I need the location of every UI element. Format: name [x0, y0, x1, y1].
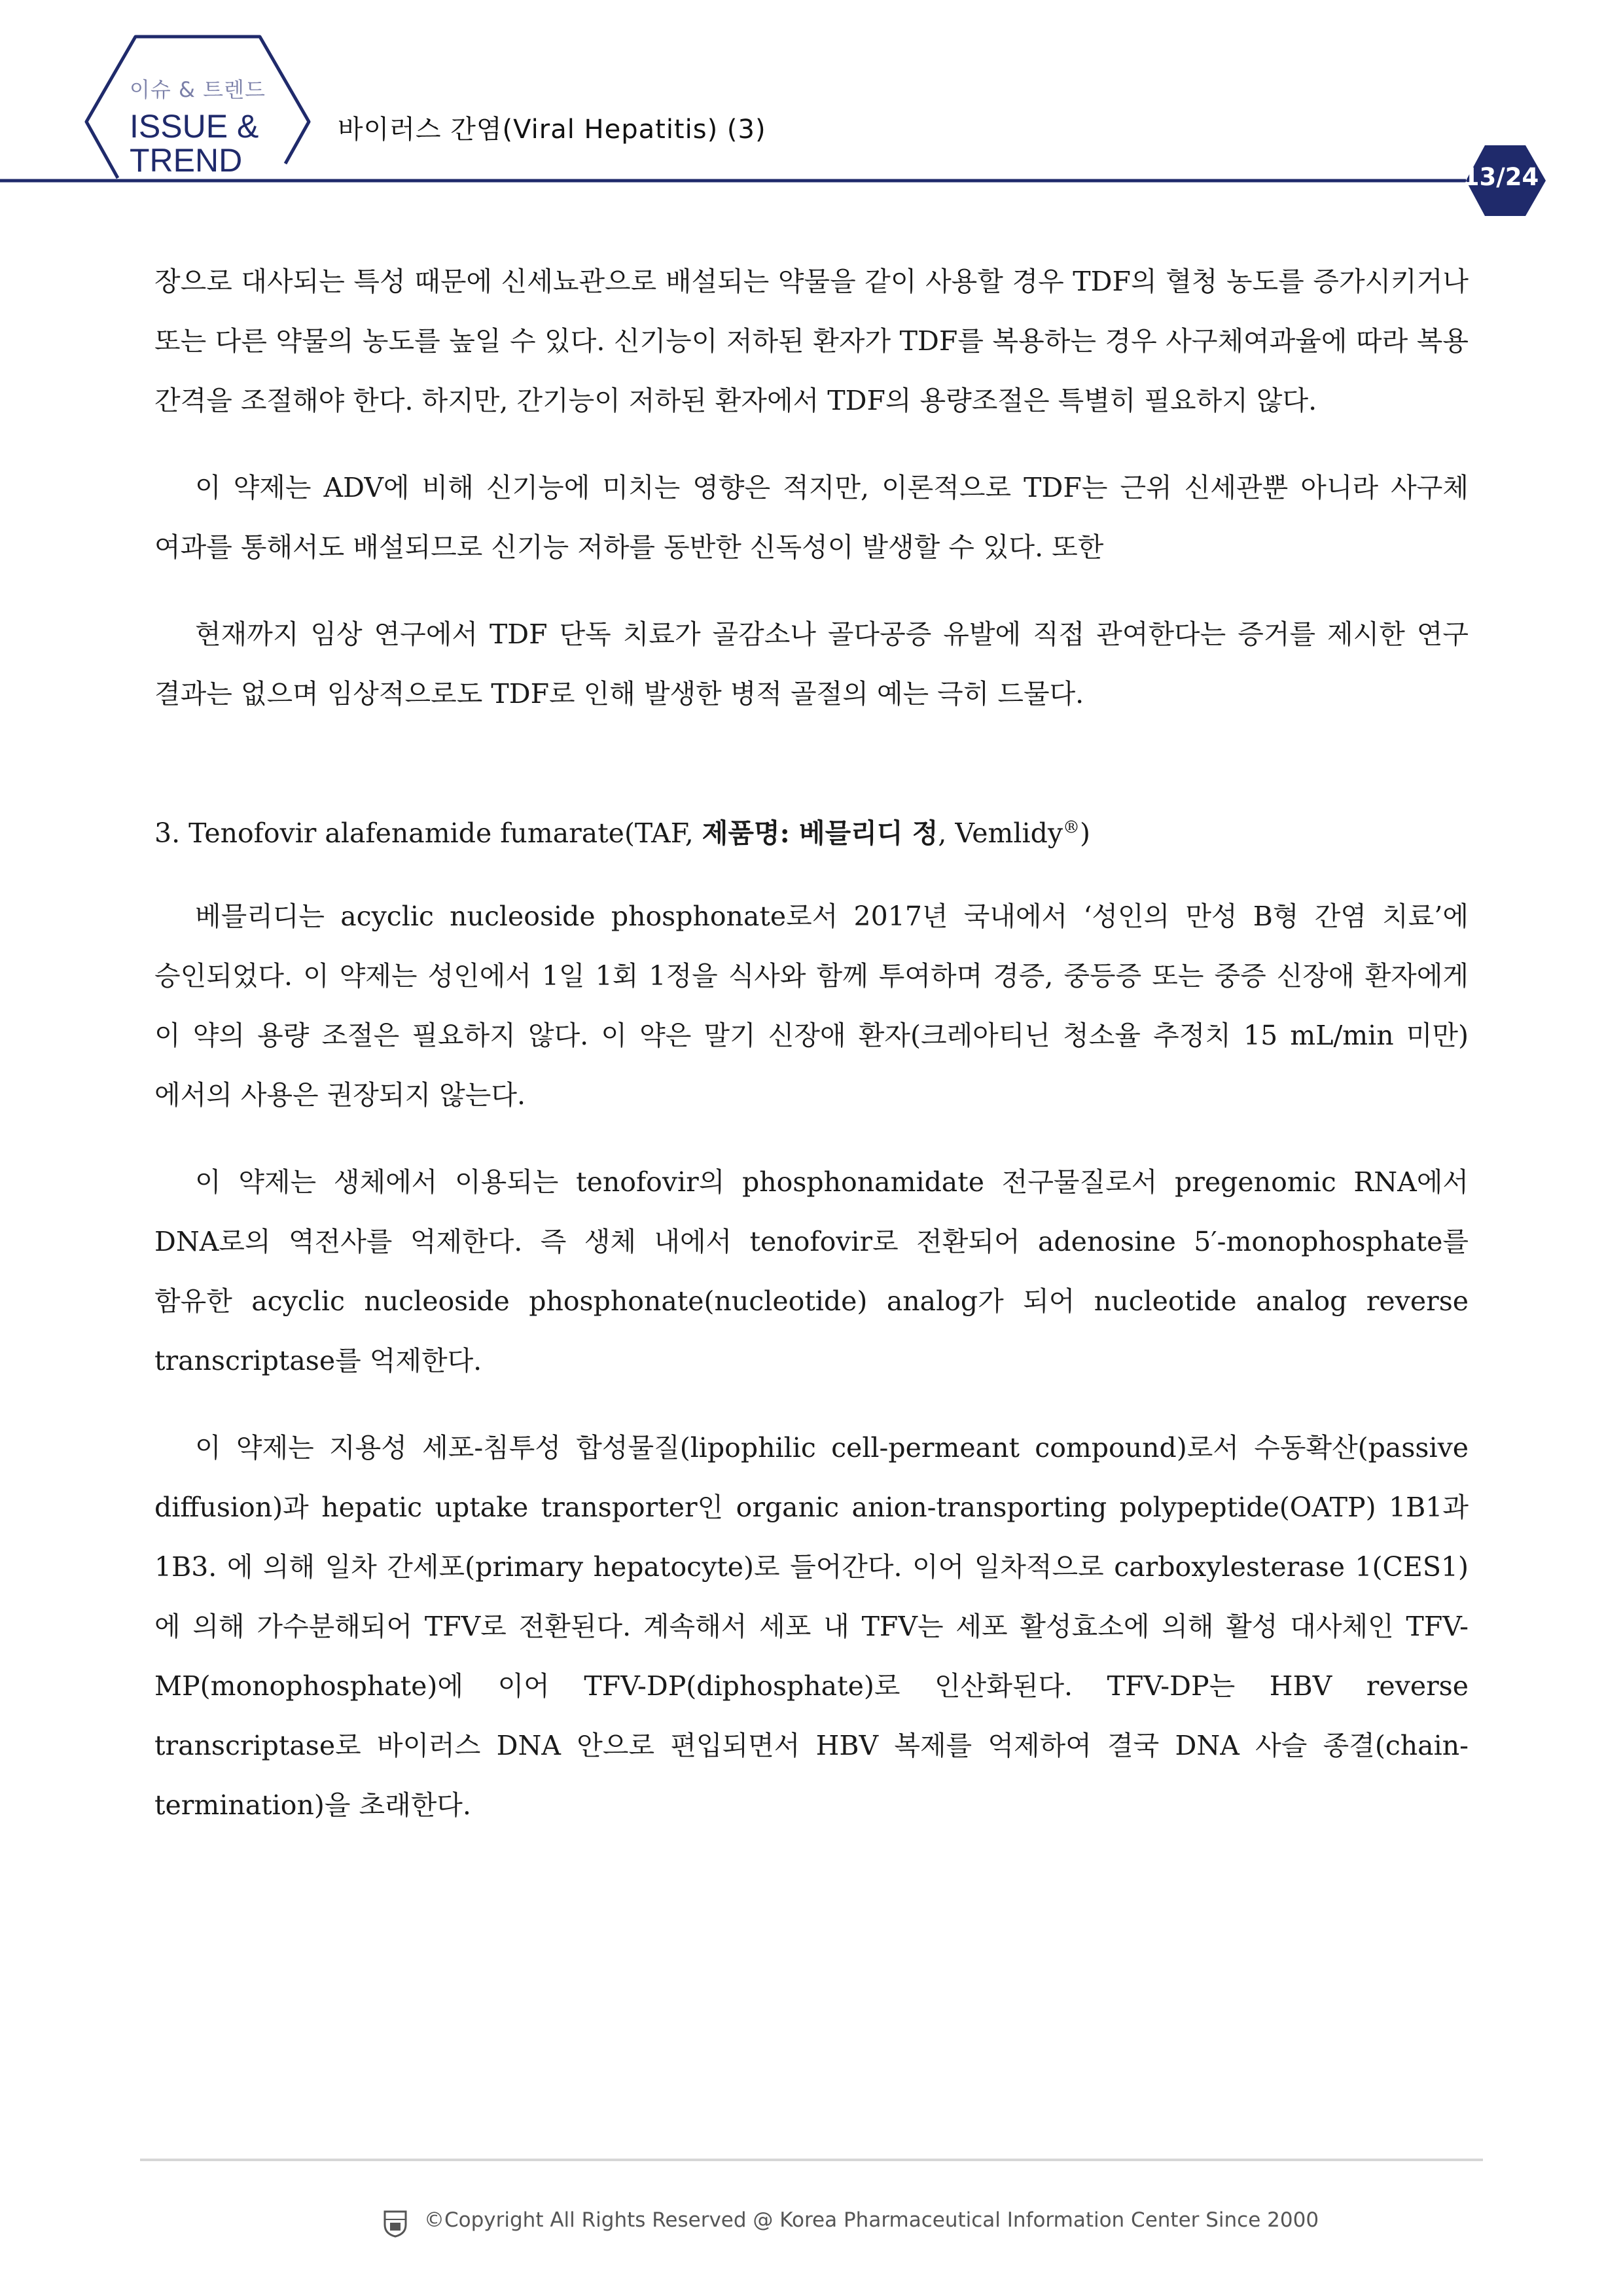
page-number: 13/24 — [1462, 163, 1539, 191]
page-title: 바이러스 간염(Viral Hepatitis) (3) — [338, 115, 766, 145]
paragraph-taf-approval: 베믈리디는 acyclic nucleoside phosphonate로서 2017년 국내에서 ‘성인의 만성 B형 간염 치료’에 승인되었다. 이 약제는 성인에서 1일 1회 1정을 식사와 함께 투여하며 경증, 중등증 또는 중증 신장애 환자에게 이 약의 용량 조절은 필요하지 않다. 이 약은 말기 신장애 환자(크레아티닌 청소율 추정치 15 mL/min 미만)에서의 사용은 권장되지 않는다. — [154, 901, 1469, 1111]
badge-label-issue: ISSUE & — [130, 108, 259, 145]
page-header — [0, 0, 1623, 236]
registered-mark: ® — [1063, 817, 1080, 838]
section-gap — [154, 724, 1469, 804]
paragraph-gap — [154, 1125, 1469, 1153]
section-heading-taf — [154, 804, 1469, 863]
badge-label-trend: TREND — [130, 142, 243, 179]
section-heading-prefix: 3. Tenofovir alafenamide fumarate(TAF, — [154, 817, 702, 849]
paragraph-gap — [154, 1391, 1469, 1418]
paragraph-taf-metabolism: 이 약제는 지용성 세포-침투성 합성물질(lipophilic cell-permeant compound)로서 수동확산(passive diffusion)과 hepatic uptake transporter인 organic anion-transporting polypeptide(OATP) 1B1과 1B3. 에 의해 일차 간세포(primary hepatocyte)로 들어간다. 이어 일차적으로 carboxylesterase 1(CES1)에 의해 가수분해되어 TFV로 전환된다. 계속해서 세포 내 TFV는 세포 활성효소에 의해 활성 대사체인 TFV-MP(monophosphate)에 이어 TFV-DP(diphosphate)로 인산화된다. TFV-DP는 HBV reverse transcriptase로 바이러스 DNA 안으로 편입되면서 HBV 복제를 억제하여 결국 DNA 사슬 종결(chain-termination)을 초래한다. — [154, 1432, 1469, 1821]
paragraph-tdf-excretion: 장으로 대사되는 특성 때문에 신세뇨관으로 배설되는 약물을 같이 사용할 경우 TDF의 혈청 농도를 증가시키거나 또는 다른 약물의 농도를 높일 수 있다. 신기능이 저하된 환자가 TDF를 복용하는 경우 사구체여과율에 따라 복용 간격을 조절해야 한다. 하지만, 간기능이 저하된 환자에서 TDF의 용량조절은 특별히 필요하지 않다. — [154, 266, 1469, 416]
paragraph-taf-mechanism: 이 약제는 생체에서 이용되는 tenofovir의 phosphonamidate 전구물질로서 pregenomic RNA에서 DNA로의 역전사를 억제한다. 즉 생체 내에서 tenofovir로 전환되어 adenosine 5′-monophosphate를 함유한 acyclic nucleoside phosphonate(nucleotide) analog가 되어 nucleotide analog reverse transcriptase를 억제한다. — [154, 1166, 1469, 1376]
section-heading-product-name: 제품명: 베믈리디 정 — [702, 817, 938, 849]
kpic-shield-icon — [382, 2209, 408, 2238]
paragraph-gap — [154, 577, 1469, 605]
footer-copyright: ©Copyright All Rights Reserved @ Korea Pharmaceutical Information Center Since 2000 — [424, 2208, 1319, 2232]
paragraph-tdf-renal: 이 약제는 ADV에 비해 신기능에 미치는 영향은 적지만, 이론적으로 TDF는 근위 신세관뿐 아니라 사구체 여과를 통해서도 배설되므로 신기능 저하를 동반한 신독성이 발생할 수 있다. 또한 — [154, 472, 1469, 563]
paragraph-gap — [154, 431, 1469, 458]
section-heading-close: ) — [1080, 817, 1090, 849]
heading-gap — [154, 863, 1469, 887]
badge-label-korean: 이슈 & 트렌드 — [130, 77, 266, 102]
paragraph-tdf-bone: 현재까지 임상 연구에서 TDF 단독 치료가 골감소나 골다공증 유발에 직접 관여한다는 증거를 제시한 연구 결과는 없으며 임상적으로도 TDF로 인해 발생한 병적 골절의 예는 극히 드물다. — [154, 619, 1469, 709]
section-heading-suffix: , Vemlidy — [938, 817, 1063, 849]
footer-rule — [140, 2159, 1483, 2161]
article-body — [154, 252, 1469, 1835]
